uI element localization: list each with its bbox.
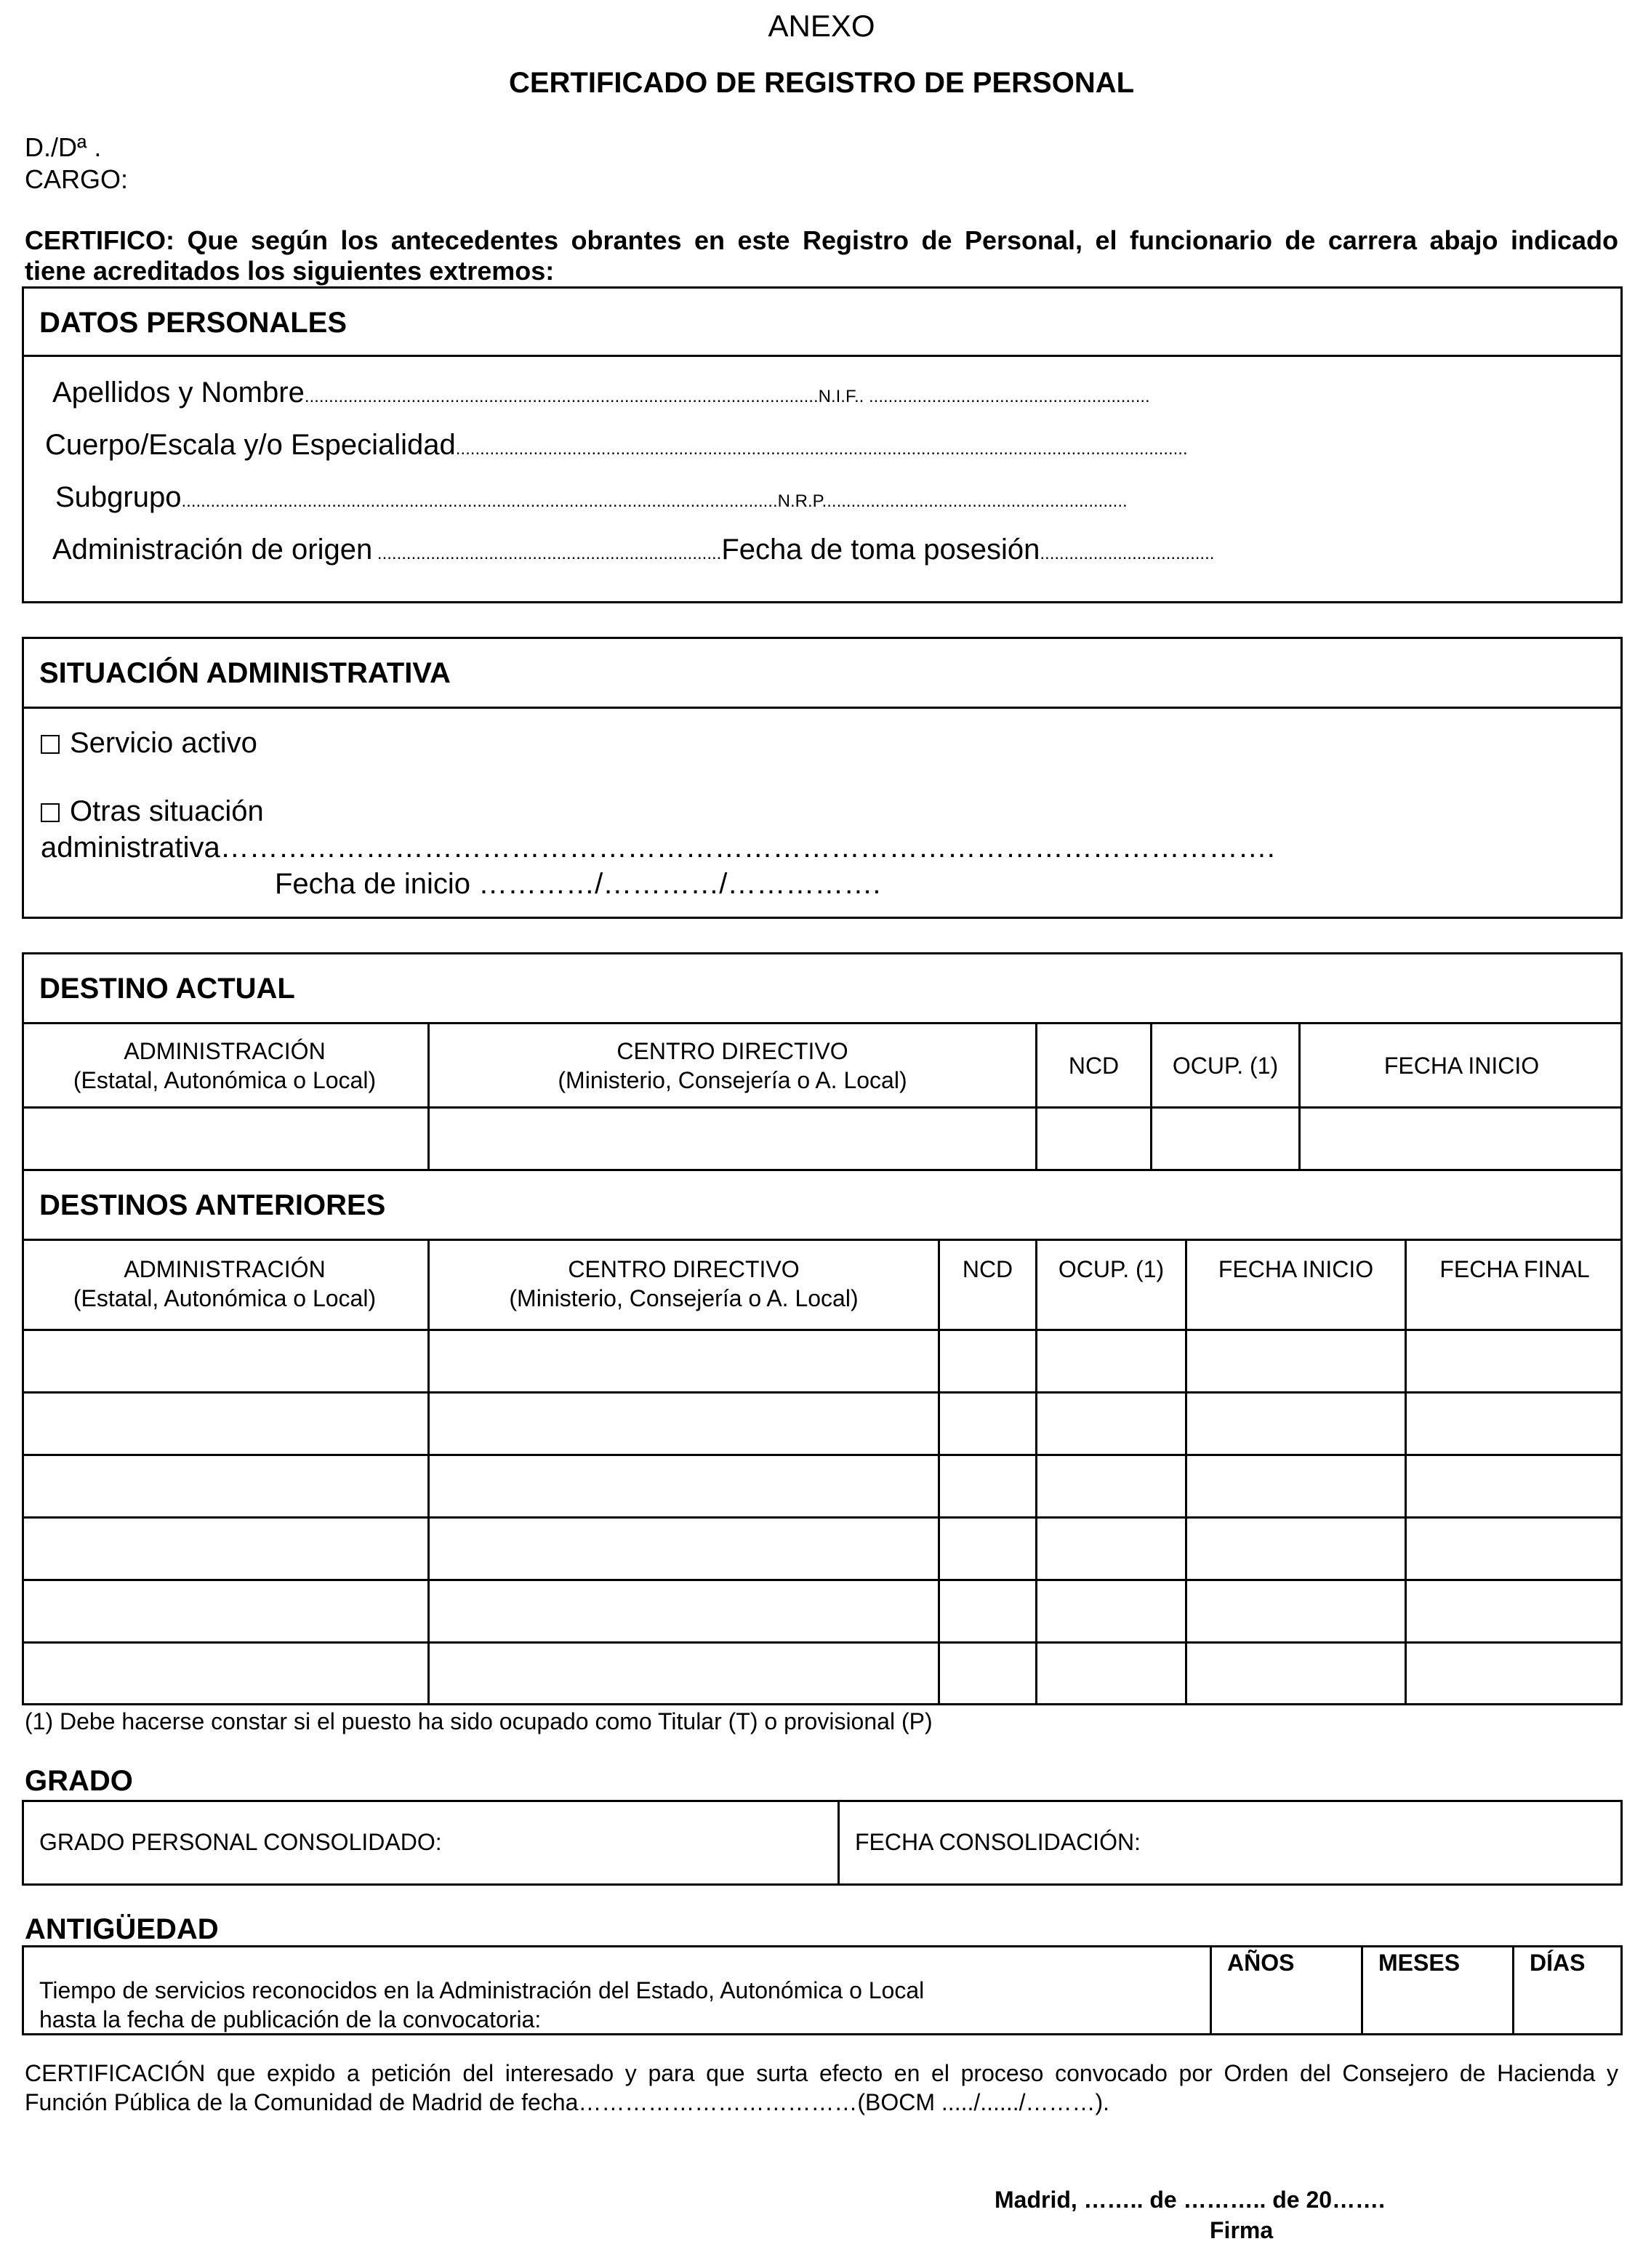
table-row[interactable] xyxy=(22,1391,1623,1394)
certifico-text-cont: tiene acreditados los siguientes extremos: xyxy=(25,256,555,286)
issuer-position-label: CARGO: xyxy=(25,164,129,194)
destino-actual-col-centro: CENTRO DIRECTIVO (Ministerio, Consejería o A. Local) xyxy=(558,1038,907,1093)
servicio-activo-checkbox[interactable] xyxy=(41,735,60,754)
destinos-anteriores-col-administracion: ADMINISTRACIÓN (Estatal, Autonómica o Local) xyxy=(73,1256,377,1311)
grado-consolidado-label[interactable]: GRADO PERSONAL CONSOLIDADO: xyxy=(39,1829,442,1855)
destino-actual-col-fecha-inicio: FECHA INICIO xyxy=(1383,1053,1540,1079)
destino-actual-col-ncd: NCD xyxy=(1068,1053,1120,1079)
antiguedad-days-header[interactable]: DÍAS xyxy=(1530,1950,1586,1976)
servicio-activo-option[interactable] xyxy=(41,727,257,760)
otras-situacion-option[interactable] xyxy=(41,795,264,828)
table-row[interactable] xyxy=(22,1641,1623,1644)
destinos-anteriores-col-ncd: NCD xyxy=(962,1256,1013,1282)
certifico-text: CERTIFICO: Que según los antecedentes obrantes en este Registro de Personal, el funcionario de carrera abajo indicado xyxy=(25,225,1618,255)
subgrupo-label: Subgrupo xyxy=(55,481,182,513)
destino-actual-col-administracion: ADMINISTRACIÓN (Estatal, Autonómica o Local) xyxy=(73,1038,377,1093)
certificacion-text-cont: Función Pública de la Comunidad de Madrid de fecha………………………………(BOCM ...../....../………). xyxy=(25,2089,1110,2115)
nrp-label: N.R.P xyxy=(777,491,822,511)
fecha-inicio-situacion[interactable]: Fecha de inicio …………/…………/……………. xyxy=(275,868,881,900)
signature-label: Firma xyxy=(1210,2217,1274,2243)
destino-actual-col-ocup: OCUP. (1) xyxy=(1172,1053,1279,1079)
certificacion-text: CERTIFICACIÓN que expido a petición del interesado y para que surta efecto en el proceso convocado por Orden del Consejero de Hacienda y xyxy=(25,2060,1618,2086)
destinos-anteriores-col-fecha-final: FECHA FINAL xyxy=(1439,1256,1590,1282)
document-title: CERTIFICADO DE REGISTRO DE PERSONAL xyxy=(508,67,1135,99)
apellidos-label: Apellidos y Nombre xyxy=(52,377,305,409)
fecha-consolidacion-label[interactable]: FECHA CONSOLIDACIÓN: xyxy=(855,1829,1141,1855)
datos-personales-title: DATOS PERSONALES xyxy=(39,307,348,339)
servicio-activo-label: Servicio activo xyxy=(70,727,257,759)
grado-title: GRADO xyxy=(25,1765,133,1797)
otras-situacion-line[interactable]: administrativa………………………………………………………………………………………………. xyxy=(41,832,1275,864)
annex-label: ANEXO xyxy=(768,9,875,43)
administracion-origen-field[interactable]: Administración de origen .......................................................................Fecha de toma posesión.................................... xyxy=(52,534,1215,566)
otras-situacion-checkbox[interactable] xyxy=(41,803,60,822)
subgrupo-field[interactable]: Subgrupo...........................................................................................................................N.R.P............................................................... xyxy=(55,481,1128,513)
antiguedad-months-header[interactable]: MESES xyxy=(1378,1950,1461,1976)
otras-situacion-label: Otras situación xyxy=(70,795,264,827)
table-row[interactable] xyxy=(22,1454,1623,1456)
administracion-origen-label: Administración de origen xyxy=(52,534,373,566)
destinos-anteriores-title: DESTINOS ANTERIORES xyxy=(39,1189,386,1221)
nif-label: N.I.F.. xyxy=(818,387,864,406)
cuerpo-escala-field[interactable]: Cuerpo/Escala y/o Especialidad....................................................................................................................................................... xyxy=(45,429,1188,461)
destinos-anteriores-col-centro: CENTRO DIRECTIVO (Ministerio, Consejería o A. Local) xyxy=(509,1256,859,1311)
apellidos-field[interactable]: Apellidos y Nombre..........................................................................................................N.I.F.. .......................................................... xyxy=(52,377,1150,409)
destino-actual-title: DESTINO ACTUAL xyxy=(39,973,295,1005)
issuer-name-label: D./Dª . xyxy=(25,132,102,162)
destinos-anteriores-col-fecha-inicio: FECHA INICIO xyxy=(1218,1256,1374,1282)
table-row[interactable] xyxy=(22,1579,1623,1581)
table-row[interactable] xyxy=(22,1516,1623,1519)
signature-place-date[interactable]: Madrid, …….. de ……….. de 20……. xyxy=(995,2187,1385,2213)
antiguedad-title: ANTIGÜEDAD xyxy=(25,1913,219,1945)
antiguedad-years-header[interactable]: AÑOS xyxy=(1227,1950,1295,1976)
fecha-toma-posesion-label: Fecha de toma posesión xyxy=(721,534,1040,566)
situacion-administrativa-title: SITUACIÓN ADMINISTRATIVA xyxy=(39,657,451,689)
destinos-anteriores-col-ocup: OCUP. (1) xyxy=(1058,1256,1165,1282)
ocupacion-footnote: (1) Debe hacerse constar si el puesto ha sido ocupado como Titular (T) o provisional (P) xyxy=(25,1708,933,1734)
cuerpo-label: Cuerpo/Escala y/o Especialidad xyxy=(45,429,456,461)
antiguedad-description: Tiempo de servicios reconocidos en la Administración del Estado, Autonómica o Local hasta la fecha de publicación de la convocatoria: xyxy=(39,1977,925,2032)
